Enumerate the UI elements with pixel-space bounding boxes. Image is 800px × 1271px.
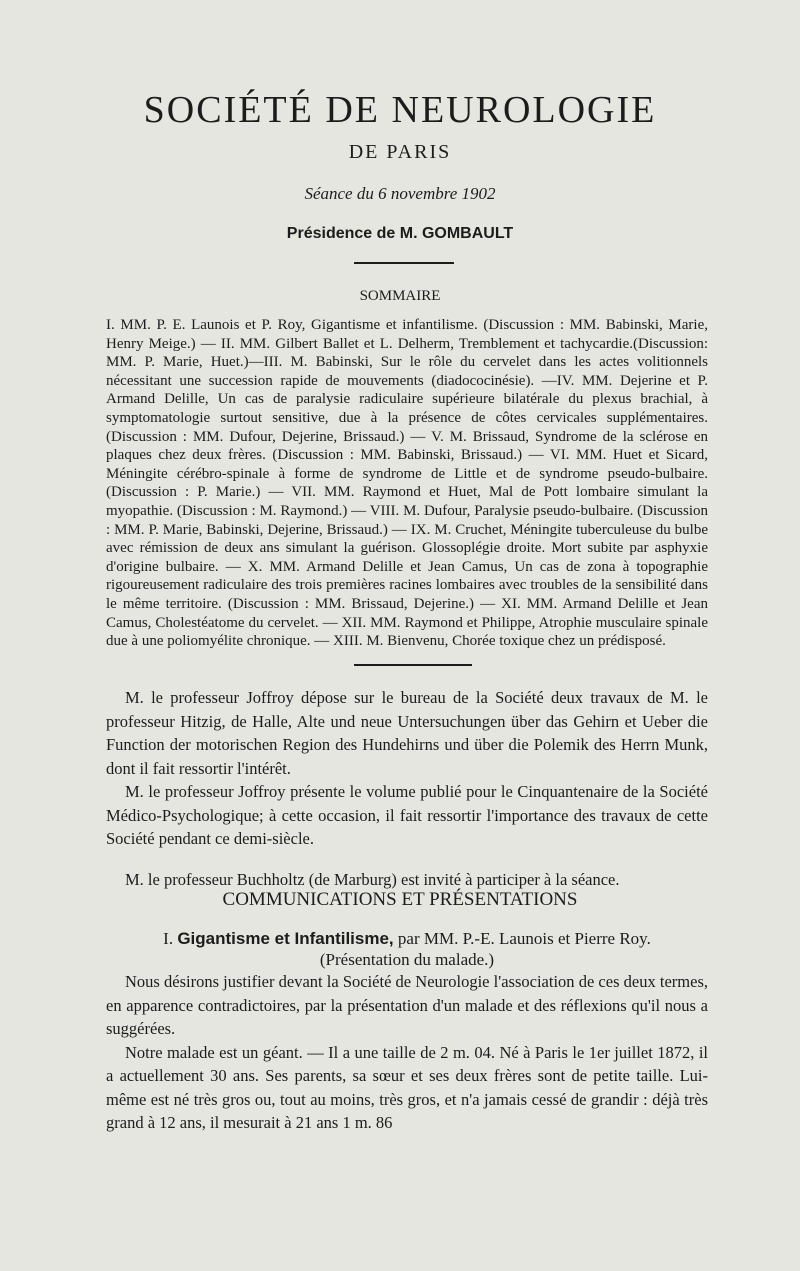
summary-text: I. MM. P. E. Launois et P. Roy, Gigantisme et infantilisme. (Discussion : MM. Babinski, Marie, Henry Meige.) — II. MM. Gilbert Ballet et L. Delherm, Tremblement et tachycardie.(Discussion: MM. P. Marie, Huet.)—III. M. Babinski, Sur le rôle du cervelet dans les actes volitionnels nécessitant une succession rapide de mouvements (diadococinésie). —IV. MM. Dejerine et P. Armand Delille, Un cas de paralysie radiculaire supérieure bilatérale du plexus brachial, à symptomatologie surtout sensitive, due à la présence de côtes cervicales supplémentaires. (Discussion : MM. Dufour, Dejerine, Brissaud.) — V. M. Brissaud, Syndrome de la sclérose en plaques chez deux frères. (Discussion : MM. Babinski, Brissaud.) — VI. MM. Huet et Sicard, Méningite cérébro-spinale à forme de syndrome de Little et de syndrome pseudo-bulbaire. (Discussion : P. Marie.) — VII. MM. Raymond et Huet, Mal de Pott lombaire simulant la myopathie. (Discussion : M. Raymond.) — VIII. M. Dufour, Paralysie pseudo-bulbaire. (Discussion : MM. P. Marie, Babinski, Dejerine, Brissaud.) — IX. M. Cruchet, Méningite tuberculeuse du bulbe avec rémission de deux ans simulant la guérison. Glossoplégie droite. Mort subite par asphyxie d'origine bulbaire. — X. MM. Armand Delille et Jean Camus, Un cas de zona à topographie rigoureusement radiculaire des trois premières racines lombaires avec troubles de la sensibilité dans le même territoire. (Discussion : MM. Brissaud, Dejerine.) — XI. MM. Armand Delille et Jean Camus, Cholestéatome du cervelet. — XII. MM. Raymond et Philippe, Atrophie musculaire spinale due à une poliomyélite chronique. — XIII. M. Bienvenu, Chorée toxique chez un prédisposé.	[106, 317, 708, 650]
communication-title	[106, 928, 708, 970]
body-paragraph: Notre malade est un géant. — Il a une taille de 2 m. 04. Né à Paris le 1er juillet 1872, il a actuellement 30 ans. Ses parents, sa sœur et ses deux frères sont de petite taille. Lui-même est né très gros ou, tout au moins, très gros, et n'a jamais cessé de grandir : déjà très grand à 12 ans, il mesurait à 21 ans 1 m. 86	[106, 1042, 708, 1132]
body-paragraph: Nous désirons justifier devant la Société de Neurologie l'association de ces deux termes, en apparence contradictoires, par la présentation d'un malade et des réflexions qu'il nous a suggérées.	[106, 972, 708, 1038]
announcements	[106, 686, 708, 891]
item-title-text: Gigantisme et Infantilisme,	[177, 929, 394, 948]
session-date: Séance du 6 novembre 1902	[304, 184, 496, 203]
presidency-line: Présidence de M. GOMBAULT	[286, 225, 514, 242]
item-note: (Présentation du malade.)	[319, 950, 495, 969]
communications-heading: COMMUNICATIONS ET PRÉSENTATIONS	[222, 889, 578, 910]
summary-heading: SOMMAIRE	[359, 288, 441, 304]
announcement-paragraph: M. le professeur Joffroy dépose sur le bureau de la Société deux travaux de M. le professeur Hitzig, de Halle, Alte und neue Untersuchungen über das Gehirn et Ueber die Function der motorischen Region des Hundehirns und über die Polemik des Herrn Munk, dont il fait ressortir l'intérêt.	[106, 688, 708, 778]
announcement-paragraph: M. le professeur Joffroy présente le volume publié pour le Cinquantenaire de la Société Médico-Psychologique; à cette occasion, il fait ressortir l'importance des travaux de cette Société pendant ce demi-siècle.	[106, 782, 708, 848]
divider-rule	[354, 664, 472, 666]
society-title: SOCIÉTÉ DE NEUROLOGIE	[143, 89, 657, 131]
communication-body	[106, 970, 708, 1135]
society-subtitle: DE PARIS	[348, 141, 452, 163]
item-number: I.	[163, 929, 174, 948]
item-authors: par MM. P.-E. Launois et Pierre Roy.	[397, 929, 651, 948]
announcement-paragraph: M. le professeur Buchholtz (de Marburg) est invité à participer à la séance.	[125, 869, 620, 889]
divider-rule	[354, 262, 454, 264]
